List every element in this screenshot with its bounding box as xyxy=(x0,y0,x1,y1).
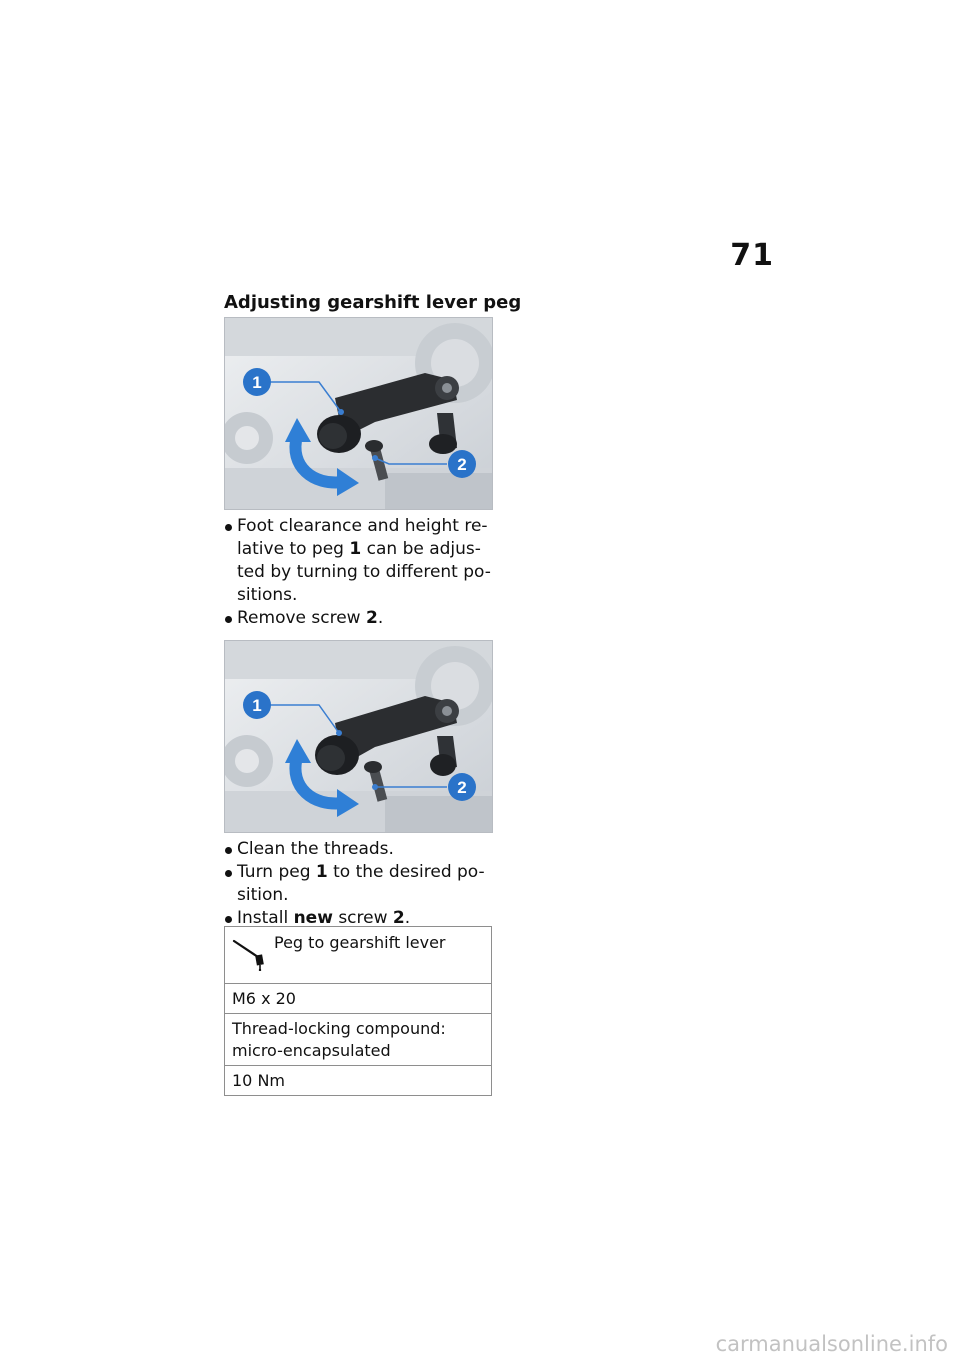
watermark: carmanualsonline.info xyxy=(715,1332,948,1356)
list-item: Install new screw 2. xyxy=(224,907,496,930)
instruction-list-1 xyxy=(224,515,496,630)
gearshift-peg-figure-1 xyxy=(224,317,493,510)
callout-2: 2 xyxy=(457,778,467,797)
section-title: Adjusting gearshift lever peg xyxy=(224,292,522,313)
list-item: Clean the threads. xyxy=(224,838,496,861)
callout-1: 1 xyxy=(252,696,262,715)
list-item: Turn peg 1 to the desired po-sition. xyxy=(224,861,496,907)
torque-wrench-icon xyxy=(231,935,267,971)
spec-thread-compound: Thread-locking compound: micro-encapsulated xyxy=(225,1014,492,1066)
spec-title-cell xyxy=(225,927,492,984)
torque-spec-table xyxy=(224,926,492,1096)
page-number: 71 xyxy=(730,238,774,273)
callout-1: 1 xyxy=(252,373,262,392)
spec-title: Peg to gearshift lever xyxy=(274,933,446,952)
gearshift-peg-figure-2 xyxy=(224,640,493,833)
gearshift-peg-illustration xyxy=(225,318,493,510)
spec-screw-size: M6 x 20 xyxy=(225,984,492,1014)
list-item: Remove screw 2. xyxy=(224,607,496,630)
list-item: Foot clearance and height re-lative to peg 1 can be adjus-ted by turning to different po-sitions. xyxy=(224,515,496,607)
callout-2: 2 xyxy=(457,455,467,474)
spec-torque-value: 10 Nm xyxy=(225,1066,492,1096)
instruction-list-2 xyxy=(224,838,496,930)
gearshift-peg-illustration xyxy=(225,641,493,833)
